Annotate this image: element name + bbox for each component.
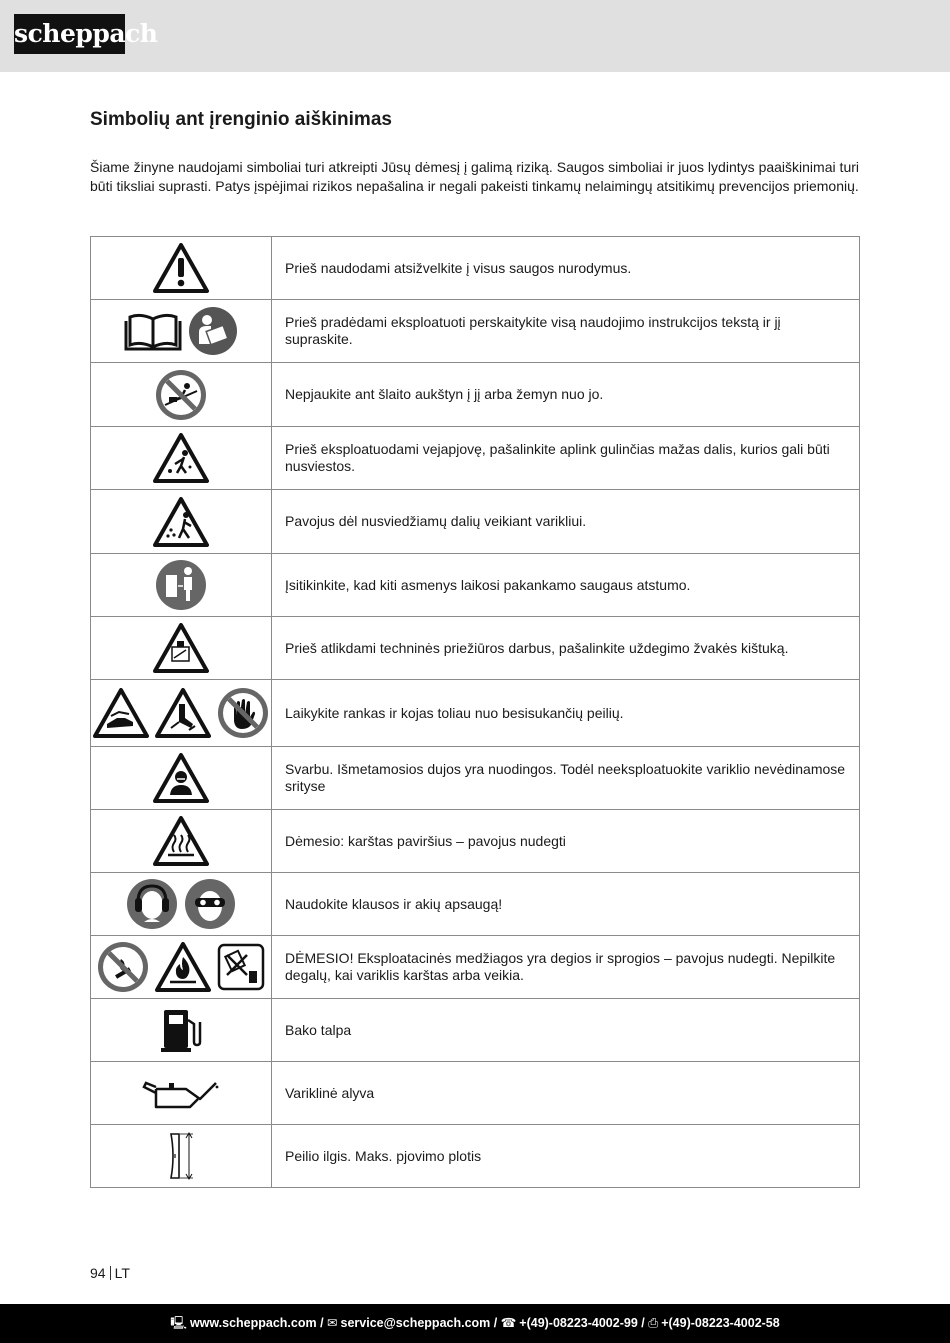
table-row: [91, 427, 860, 490]
no-open-flame-icon: [97, 941, 149, 993]
table-row: [91, 810, 860, 873]
warning-exclamation-icon: [153, 243, 209, 293]
table-row: [91, 747, 860, 810]
monitor-icon: 🖳: [170, 1316, 187, 1330]
table-row: [91, 363, 860, 427]
row-description: Prieš atlikdami techninės priežiūros darbus, pašalinkite uždegimo žvakės kištuką.: [272, 617, 860, 680]
mail-icon: ✉: [327, 1316, 338, 1330]
table-row: [91, 873, 860, 936]
oil-can-icon: [142, 1075, 220, 1111]
footer-phone: +(49)-08223-4002-99: [519, 1316, 638, 1330]
footer-fax: +(49)-08223-4002-58: [661, 1316, 780, 1330]
row-description: Dėmesio: karštas paviršius – pavojus nudegti: [272, 810, 860, 873]
intro-paragraph: Šiame žinyne naudojami simboliai turi atkreipti Jūsų dėmesį į galimą riziką. Saugos simboliai ir juos lydintys paaiškinimai turi būti tiksliai suprasti. Patys įspėjimai rizikos nepašalina ir negali pakeisti tinkamų nelaimingų atsitikimų prevencijos priemonių.: [90, 159, 859, 194]
table-row: [91, 1062, 860, 1125]
row-description: Pavojus dėl nusviedžiamų dalių veikiant varikliui.: [272, 490, 860, 554]
no-refuel-hot-engine-icon: [217, 943, 265, 991]
row-description: Nepjaukite ant šlaito aukštyn į jį arba žemyn nuo jo.: [272, 363, 860, 427]
eye-protection-icon: [184, 878, 236, 930]
blade-length-icon: [163, 1130, 199, 1182]
table-row: [91, 554, 860, 617]
remove-objects-warning-icon: [153, 433, 209, 483]
row-description: Naudokite klausos ir akių apsaugą!: [272, 873, 860, 936]
no-hands-icon: [217, 687, 269, 739]
toxic-fumes-warning-icon: [153, 753, 209, 803]
table-row: [91, 936, 860, 999]
page-language: LT: [114, 1265, 130, 1281]
read-manual-icon: [188, 306, 238, 356]
row-description: Prieš pradėdami eksploatuoti perskaitykite visą naudojimo instrukcijos tekstą ir jį supraskite.: [272, 300, 860, 363]
hearing-protection-icon: [126, 878, 178, 930]
table-row: [91, 490, 860, 554]
row-description: Svarbu. Išmetamosios dujos yra nuodingos. Todėl neeksploatuokite variklio nevėdinamose srityse: [272, 747, 860, 810]
footer-website[interactable]: www.scheppach.com: [189, 1316, 317, 1330]
table-row: [91, 300, 860, 363]
row-description: Laikykite rankas ir kojas toliau nuo besisukančių peilių.: [272, 680, 860, 747]
row-description: Įsitikinkite, kad kiti asmenys laikosi pakankamo saugaus atstumo.: [272, 554, 860, 617]
row-description: Bako talpa: [272, 999, 860, 1062]
page-title: Simbolių ant įrenginio aiškinimas: [90, 109, 392, 130]
symbols-table: [90, 236, 860, 1188]
table-row: [91, 680, 860, 747]
page-number-value: 94: [90, 1265, 106, 1281]
page-number-divider: [110, 1266, 111, 1280]
scheppach-logo: scheppach: [14, 14, 125, 54]
safe-distance-icon: [155, 559, 207, 611]
footer-email[interactable]: service@scheppach.com: [340, 1316, 491, 1330]
table-row: [91, 237, 860, 300]
row-description: Prieš naudodami atsižvelkite į visus saugos nurodymus.: [272, 237, 860, 300]
hand-blade-warning-icon: [93, 688, 149, 738]
table-row: [91, 617, 860, 680]
manual-book-icon: [124, 311, 182, 351]
fax-icon: ⎙: [648, 1316, 659, 1330]
fuel-pump-icon: [158, 1006, 204, 1054]
header-band: [0, 0, 950, 72]
row-description: DĖMESIO! Eksploatacinės medžiagos yra degios ir sprogios – pavojus nudegti. Nepilkite degalų, kai variklis karštas arba veikia.: [272, 936, 860, 999]
foot-blade-warning-icon: [155, 688, 211, 738]
no-slope-mowing-icon: [155, 369, 207, 421]
row-description: Peilio ilgis. Maks. pjovimo plotis: [272, 1125, 860, 1188]
page-number: [90, 1265, 130, 1281]
table-row: [91, 1125, 860, 1188]
footer-bar: 🖳 www.scheppach.com / ✉ service@scheppach.com / ☎ +(49)-08223-4002-99 / ⎙ +(49)-08223-4002-58: [0, 1304, 950, 1343]
spark-plug-warning-icon: [153, 623, 209, 673]
hot-surface-warning-icon: [153, 816, 209, 866]
phone-icon: ☎: [500, 1316, 517, 1330]
flammable-warning-icon: [155, 942, 211, 992]
table-row: [91, 999, 860, 1062]
row-description: Variklinė alyva: [272, 1062, 860, 1125]
thrown-objects-warning-icon: [153, 497, 209, 547]
row-description: Prieš eksploatuodami vejapjovę, pašalinkite aplink gulinčias mažas dalis, kurios gali būti nusviestos.: [272, 427, 860, 490]
